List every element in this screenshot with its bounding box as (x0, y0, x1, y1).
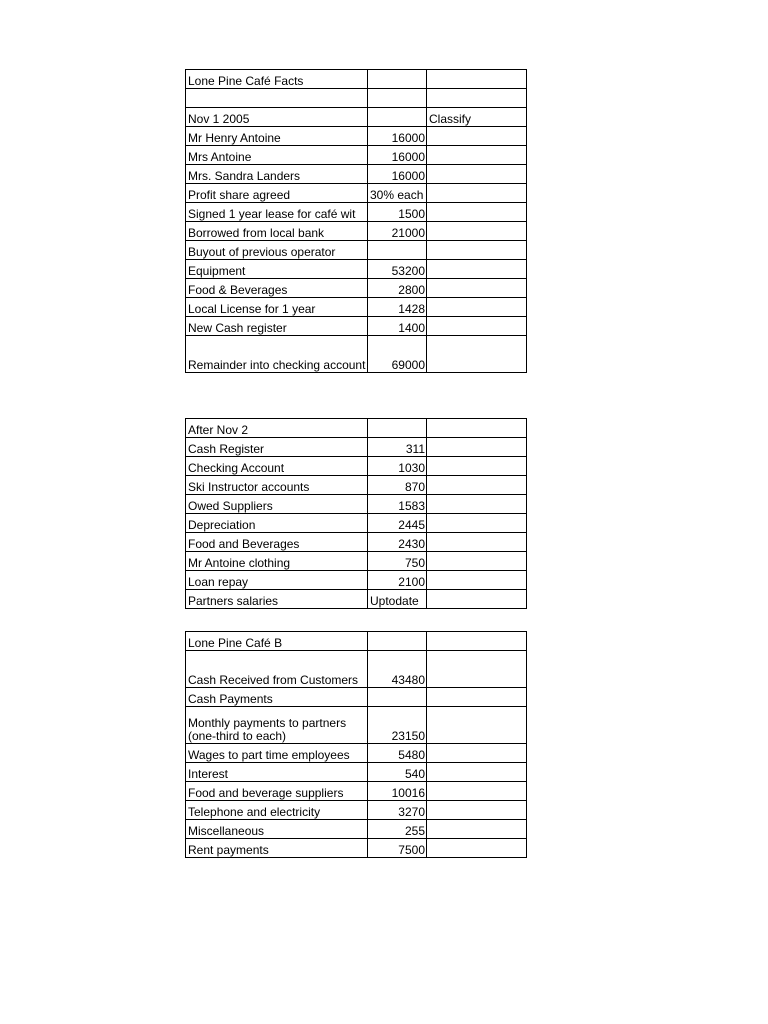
table-row (186, 744, 527, 763)
row-label[interactable]: Mr Antoine clothing (186, 552, 368, 571)
row-label[interactable]: Local License for 1 year (186, 298, 368, 317)
cell[interactable] (427, 419, 527, 438)
row-value[interactable]: 16000 (368, 165, 427, 184)
row-value[interactable]: 16000 (368, 127, 427, 146)
lone-pine-cafe-b-table (185, 631, 527, 858)
row-label[interactable]: Food and beverage suppliers (186, 782, 368, 801)
row-note[interactable] (427, 839, 527, 858)
row-label[interactable]: Depreciation (186, 514, 368, 533)
row-note[interactable] (427, 260, 527, 279)
table-row (186, 571, 527, 590)
table-row (186, 590, 527, 609)
row-label[interactable] (186, 89, 368, 108)
table-row (186, 317, 527, 336)
row-label[interactable]: Profit share agreed (186, 184, 368, 203)
row-note[interactable] (427, 651, 527, 688)
row-note[interactable] (427, 763, 527, 782)
table-row (186, 533, 527, 552)
row-value[interactable]: 43480 (368, 651, 427, 688)
row-value[interactable]: 255 (368, 820, 427, 839)
table-row (186, 688, 527, 707)
row-value[interactable]: Uptodate (368, 590, 427, 609)
row-value[interactable] (368, 688, 427, 707)
row-label[interactable]: Mrs Antoine (186, 146, 368, 165)
table-row (186, 707, 527, 744)
row-label[interactable]: Interest (186, 763, 368, 782)
row-note[interactable] (427, 146, 527, 165)
row-note[interactable] (427, 571, 527, 590)
table-row (186, 552, 527, 571)
row-label[interactable]: Loan repay (186, 571, 368, 590)
cell[interactable] (427, 632, 527, 651)
row-note[interactable] (427, 279, 527, 298)
classify-header[interactable]: Classify (427, 108, 527, 127)
row-note[interactable] (427, 89, 527, 108)
table-row (186, 222, 527, 241)
row-value[interactable]: 1500 (368, 203, 427, 222)
table-row (186, 476, 527, 495)
row-note[interactable] (427, 744, 527, 763)
table-row (186, 203, 527, 222)
row-value[interactable]: 53200 (368, 260, 427, 279)
row-value[interactable]: 21000 (368, 222, 427, 241)
cell[interactable] (368, 419, 427, 438)
row-note[interactable] (427, 533, 527, 552)
table-row (186, 127, 527, 146)
row-note[interactable] (427, 438, 527, 457)
table-row (186, 70, 527, 89)
row-value[interactable]: 2800 (368, 279, 427, 298)
cell[interactable] (368, 70, 427, 89)
row-note[interactable] (427, 801, 527, 820)
row-label[interactable]: Miscellaneous (186, 820, 368, 839)
row-note[interactable] (427, 241, 527, 260)
row-value[interactable]: 10016 (368, 782, 427, 801)
table1-title[interactable]: Lone Pine Café Facts (186, 70, 368, 89)
table-row (186, 89, 527, 108)
row-note[interactable] (427, 298, 527, 317)
row-value[interactable]: 7500 (368, 839, 427, 858)
row-value[interactable]: 540 (368, 763, 427, 782)
row-label[interactable]: Ski Instructor accounts (186, 476, 368, 495)
row-note[interactable] (427, 165, 527, 184)
row-note[interactable] (427, 203, 527, 222)
row-label[interactable]: Cash Register (186, 438, 368, 457)
row-label[interactable]: Mrs. Sandra Landers (186, 165, 368, 184)
cell[interactable] (368, 632, 427, 651)
row-value[interactable]: 1583 (368, 495, 427, 514)
row-label[interactable]: Food and Beverages (186, 533, 368, 552)
table-row (186, 820, 527, 839)
row-label[interactable]: Rent payments (186, 839, 368, 858)
table-row (186, 763, 527, 782)
row-note[interactable] (427, 317, 527, 336)
row-note[interactable] (427, 476, 527, 495)
table-row (186, 438, 527, 457)
row-value[interactable]: 1428 (368, 298, 427, 317)
row-label[interactable]: Buyout of previous operator (186, 241, 368, 260)
table-row (186, 298, 527, 317)
row-label[interactable]: Partners salaries (186, 590, 368, 609)
row-note[interactable] (427, 552, 527, 571)
row-label[interactable]: Remainder into checking account (186, 336, 368, 373)
table-row (186, 260, 527, 279)
table-row (186, 108, 527, 127)
row-value[interactable]: 750 (368, 552, 427, 571)
row-note[interactable] (427, 688, 527, 707)
lone-pine-cafe-facts-table (185, 69, 527, 373)
row-value[interactable]: 1030 (368, 457, 427, 476)
row-label[interactable]: Monthly payments to partners (one-third to each) (186, 707, 368, 744)
row-label[interactable]: Wages to part time employees (186, 744, 368, 763)
row-note[interactable] (427, 457, 527, 476)
row-note[interactable] (427, 222, 527, 241)
row-value[interactable]: 870 (368, 476, 427, 495)
row-note[interactable] (427, 782, 527, 801)
row-value[interactable] (368, 108, 427, 127)
table-row (186, 165, 527, 184)
row-note[interactable] (427, 127, 527, 146)
row-note[interactable] (427, 495, 527, 514)
table-row (186, 146, 527, 165)
row-note[interactable] (427, 336, 527, 373)
row-label[interactable]: Food & Beverages (186, 279, 368, 298)
after-nov-2-table (185, 418, 527, 609)
row-value[interactable] (368, 89, 427, 108)
row-value[interactable]: 69000 (368, 336, 427, 373)
table-row (186, 801, 527, 820)
row-value[interactable]: 30% each (368, 184, 427, 203)
row-value[interactable]: 23150 (368, 707, 427, 744)
row-value[interactable] (368, 241, 427, 260)
table-row (186, 651, 527, 688)
table-row (186, 279, 527, 298)
table-row (186, 782, 527, 801)
table-row (186, 632, 527, 651)
row-note[interactable] (427, 707, 527, 744)
row-value[interactable]: 16000 (368, 146, 427, 165)
row-value[interactable]: 3270 (368, 801, 427, 820)
table-row (186, 241, 527, 260)
row-label[interactable]: Telephone and electricity (186, 801, 368, 820)
table3-title[interactable]: Lone Pine Café B (186, 632, 368, 651)
row-label[interactable]: New Cash register (186, 317, 368, 336)
row-label[interactable]: Nov 1 2005 (186, 108, 368, 127)
table-row (186, 514, 527, 533)
row-note[interactable] (427, 820, 527, 839)
table2-title[interactable]: After Nov 2 (186, 419, 368, 438)
row-value[interactable]: 5480 (368, 744, 427, 763)
row-value[interactable]: 311 (368, 438, 427, 457)
row-note[interactable] (427, 184, 527, 203)
row-label[interactable]: Owed Suppliers (186, 495, 368, 514)
row-value[interactable]: 2445 (368, 514, 427, 533)
table-row (186, 457, 527, 476)
table-row (186, 336, 527, 373)
cell[interactable] (427, 70, 527, 89)
row-value[interactable]: 2430 (368, 533, 427, 552)
row-label[interactable]: Signed 1 year lease for café wit (186, 203, 368, 222)
table-row (186, 184, 527, 203)
row-label[interactable]: Equipment (186, 260, 368, 279)
row-label[interactable]: Cash Received from Customers (186, 651, 368, 688)
row-label[interactable]: Cash Payments (186, 688, 368, 707)
row-value[interactable]: 2100 (368, 571, 427, 590)
table-row (186, 495, 527, 514)
table-row (186, 839, 527, 858)
row-value[interactable]: 1400 (368, 317, 427, 336)
row-note[interactable] (427, 590, 527, 609)
row-label[interactable]: Checking Account (186, 457, 368, 476)
row-label[interactable]: Borrowed from local bank (186, 222, 368, 241)
table-row (186, 419, 527, 438)
row-label[interactable]: Mr Henry Antoine (186, 127, 368, 146)
row-note[interactable] (427, 514, 527, 533)
